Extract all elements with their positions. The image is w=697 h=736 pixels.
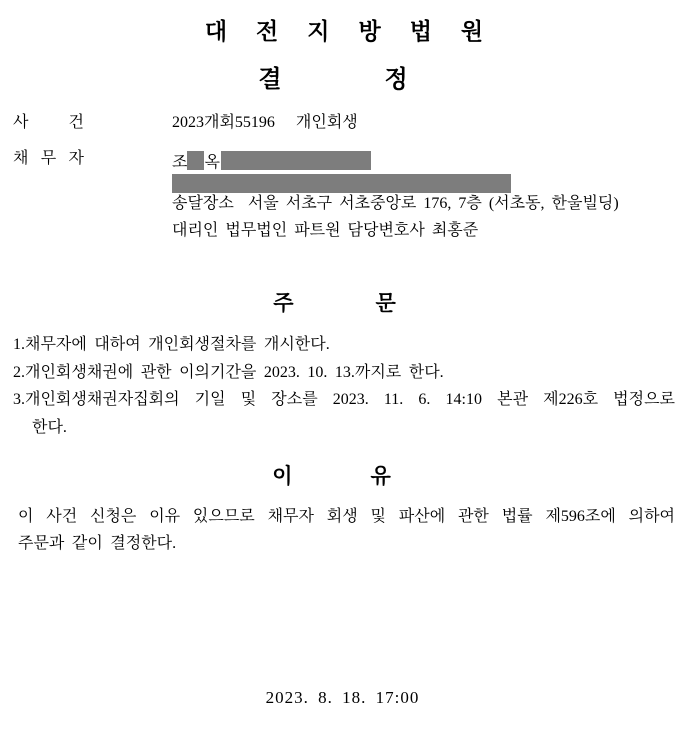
- debtor-row: [0, 148, 697, 248]
- order-item-1-line-1: 채무자에 대하여 개인회생절차를 개시한다.: [25, 336, 330, 353]
- order-item-1-text: [25, 331, 675, 359]
- case-number: 2023개회55196: [172, 114, 275, 131]
- order-item-2-line-1: 개인회생채권에 관한 이의기간을 2023. 10. 13.까지로 한다.: [25, 363, 444, 381]
- order-item-3: [13, 386, 675, 441]
- case-label: 사 건: [13, 114, 84, 131]
- order-item-1: [13, 331, 675, 359]
- service-address: 송달장소 서울 서초구 서초중앙로 176, 7층 (서초동, 한울빌딩): [172, 195, 619, 212]
- court-name: 대전지방법원: [204, 18, 513, 44]
- debtor-name-line: [172, 149, 371, 171]
- order-item-2-number: 2.: [13, 363, 25, 381]
- reason-line-2: 주문과 같이 결정한다.: [18, 535, 177, 552]
- case-value: [172, 112, 358, 134]
- debtor-label: 채 무 자: [13, 150, 84, 167]
- order-item-3-number: 3.: [13, 391, 25, 408]
- order-item-2: [13, 359, 675, 387]
- case-row: [0, 112, 697, 134]
- document-type: 결정: [258, 66, 511, 93]
- redaction-bar-name-middle: [187, 151, 204, 170]
- redaction-bar-address: [172, 174, 511, 193]
- order-list: [13, 331, 675, 441]
- reason-body: [18, 503, 675, 557]
- debtor-name-last-char: 옥: [204, 153, 220, 171]
- reason-line-1: 이 사건 신청은 이유 있으므로 채무자 회생 및 파산에 관한 법률 제596조에 의하여: [18, 508, 675, 525]
- order-item-3-line-1: 개인회생채권자집회의 기일 및 장소를 2023. 11. 6. 14:10 본관 제226호 법정으로: [25, 391, 675, 408]
- order-item-3-text: [25, 386, 675, 441]
- debtor-name-first-char: 조: [172, 153, 188, 171]
- decision-datetime: 2023. 8. 18. 17:00: [265, 688, 420, 707]
- order-item-1-number: 1.: [13, 336, 25, 353]
- attorney-line: 대리인 법무법인 파트원 담당변호사 최홍준: [172, 222, 479, 239]
- debtor-value: [172, 148, 692, 248]
- order-heading: 주문: [273, 292, 478, 315]
- order-item-3-line-2: 한다.: [32, 418, 67, 436]
- case-type: 개인회생: [295, 114, 358, 131]
- order-item-2-text: [25, 359, 675, 387]
- redaction-bar-name-rest: [221, 151, 371, 170]
- reason-heading: 이유: [272, 465, 469, 488]
